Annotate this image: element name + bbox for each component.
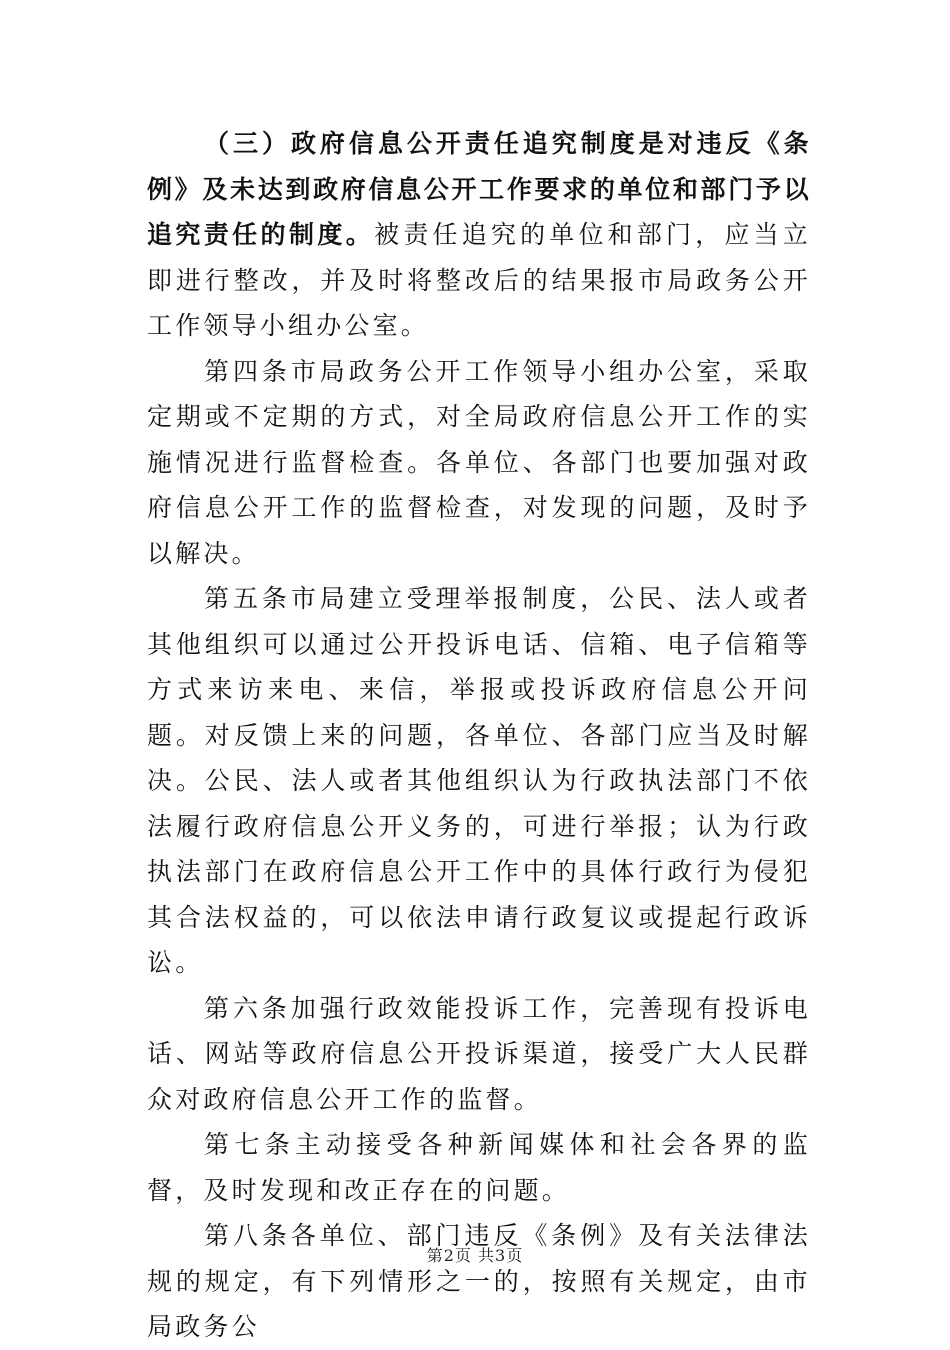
paragraph-text: 第八条各单位、部门违反《条例》及有关法律法规的规定，有下列情形之一的，按照有关规定，由市局政务公 bbox=[147, 1221, 811, 1341]
paragraph-article-6 bbox=[147, 986, 811, 1123]
paragraph-text: 第六条加强行政效能投诉工作，完善现有投诉电话、网站等政府信息公开投诉渠道，接受广大人民群众对政府信息公开工作的监督。 bbox=[147, 993, 811, 1114]
paragraph-article-7 bbox=[147, 1122, 811, 1213]
paragraph-article-4 bbox=[147, 349, 811, 577]
paragraph-text: 第四条市局政务公开工作领导小组办公室，采取定期或不定期的方式，对全局政府信息公开工作的实施情况进行监督检查。各单位、各部门也要加强对政府信息公开工作的监督检查，对发现的问题，及时予以解决。 bbox=[147, 356, 811, 568]
page-number-footer: 第2页 共3页 bbox=[426, 1246, 524, 1265]
paragraph-article-5 bbox=[147, 576, 811, 986]
paragraph-liability-system bbox=[147, 121, 811, 349]
paragraph-text: 第七条主动接受各种新闻媒体和社会各界的监督，及时发现和改正存在的问题。 bbox=[147, 1130, 811, 1205]
bold-heading-run: （三）政府信息公开责任追究制度是对违反《条例》及未达到政府信息公开工作要求的单位和部门予以追究责任的制度。 bbox=[147, 129, 811, 249]
paragraph-text: 第五条市局建立受理举报制度，公民、法人或者其他组织可以通过公开投诉电话、信箱、电子信箱等方式来访来电、来信，举报或投诉政府信息公开问题。对反馈上来的问题，各单位、各部门应当及时解决。公民、法人或者其他组织认为行政执法部门不依法履行政府信息公开义务的，可进行举报；认为行政执法部门在政府信息公开工作中的具体行政行为侵犯其合法权益的，可以依法申请行政复议或提起行政诉讼。 bbox=[147, 584, 811, 977]
paragraph-text: 被责任追究的单位和部门，应当立即进行整改，并及时将整改后的结果报市局政务公开工作领导小组办公室。 bbox=[147, 220, 811, 340]
document-body bbox=[147, 121, 811, 1350]
paragraph-article-8 bbox=[147, 1213, 811, 1350]
